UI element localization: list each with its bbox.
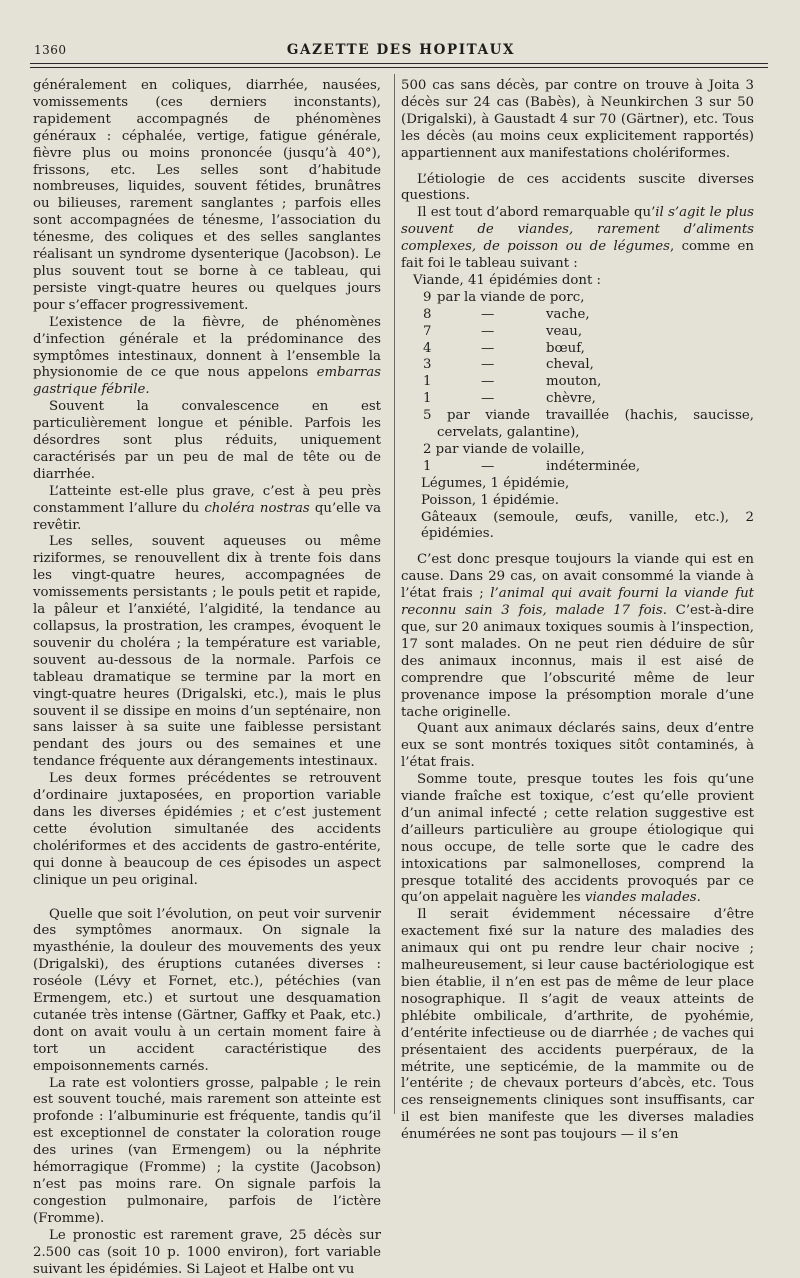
paragraph: Le pronostic est rarement grave, 25 décès sur 2.500 cas (soit 10 p. 1000 environ), fort variable suivant les épidémies. Si Lajeot et Halbe ont vu (33, 1227, 381, 1277)
paragraph: Il est tout d’abord remarquable qu’il s’agit le plus souvent de viandes, rarement d’aliments complexes, de poisson ou de légumes, comme en fait foi le tableau suivant : (401, 205, 754, 272)
paragraph: L’atteinte est-elle plus grave, c’est à peu près constamment l’allure du choléra nostras qu’elle va revêtir. (33, 483, 382, 533)
list-item: Gâteaux (semoule, œufs, vanille, etc.), 2 épidémies. (421, 509, 754, 542)
paragraph: Les deux formes précédentes se retrouvent d’ordinaire juxtaposées, en proportion variable dans les diverses épidémies ; et c’est justement cette évolution simultanée des accidents cholériformes et des accidents de gastro-entérite, qui donne à beaucoup de ces épisodes un aspect clinique un peu original. (33, 771, 381, 888)
running-header (30, 38, 772, 62)
list-item: Légumes, 1 épidémie, (421, 475, 570, 491)
list-item: 3 — cheval, (423, 357, 594, 373)
paragraph: L’existence de la fièvre, de phénomènes d’infection générale et la prédominance des symptômes intestinaux, donnent à l’ensemble la physionomie de ce que nous appelons embarras gastrique fébrile. (33, 314, 381, 398)
table-heading: Viande, 41 épidémies dont : (413, 272, 602, 288)
list-item: 4 — bœuf, (423, 340, 585, 356)
list-item: 8 — vache, (423, 306, 590, 322)
journal-title: GAZETTE DES HOPITAUX (286, 42, 516, 58)
list-item: 1 — chèvre, (423, 391, 596, 407)
paragraph: Souvent la convalescence en est particulièrement longue et pénible. Parfois les désordres sont plus réduits, uniquement caractérisés par un peu de mal de tête ou de diarrhée. (33, 399, 381, 482)
paragraph: L’étiologie de ces accidents suscite diverses questions. (401, 171, 754, 204)
left-column (33, 78, 381, 1278)
paragraph: Les selles, souvent aqueuses ou même riziformes, se renouvellent dix à trente fois dans les vingt-quatre heures, accompagnées de vomissements persistants ; le pouls petit et rapide, la pâleur et l’anxiété, l’algidité, la tendance au collapsus, la prostration, les crampes, évoquent le souvenir du choléra ; la température est variable, souvent au-dessous de la normale. Parfois ce tableau dramatique se termine par la mort en vingt-quatre heures (Drigalski, etc.), mais le plus souvent il se dissipe en moins d’un septénaire, non sans laisser à sa suite une faiblesse persistant pendant des jours ou des semaines et une tendance fréquente aux dérangements intestinaux. (33, 534, 381, 770)
paragraph: Quelle que soit l’évolution, on peut voir survenir des symptômes anormaux. On signale la myasthénie, la douleur des mouvements des yeux (Drigalski), des éruptions cutanées diverses : roséole (Lévy et Fornet, etc.), pétéchies (van Ermengem, etc.) et surtout une desquamation cutanée très intense (Gärtner, Gaffky et Paak, etc.) dont on avait voulu à un certain moment faire à tort un accident caractéristique des empoisonnements carnés. (33, 906, 381, 1074)
header-rule-thick (30, 63, 768, 64)
paragraph: généralement en coliques, diarrhée, nausées, vomissements (ces derniers inconstants), rapidement accompagnés de phénomènes généraux : céphalée, vertige, fatigue générale, fièvre plus ou moins prononcée (jusqu’à 40°), frissons, etc. Les selles sont d’habitude nombreuses, liquides, souvent fétides, brunâtres ou bilieuses, rarement sanglantes ; parfois elles sont accompagnées de ténesme, l’association du ténesme, des coliques et des selles sanglantes réalisant un syndrome dysenterique (Jacobson). Le plus souvent tout se borne à ce tableau, qui persiste vingt-quatre heures ou quelques jours pour s’effacer progressivement. (33, 78, 381, 313)
list-item: 9 par la viande de porc, (423, 289, 585, 305)
meat-list (401, 290, 754, 408)
list-item: Poisson, 1 épidémie. (421, 492, 559, 508)
epidemic-table (401, 273, 754, 543)
page-number: 1360 (34, 43, 67, 57)
list-item: 1 — indéterminée, (423, 458, 641, 474)
right-column (401, 78, 754, 1144)
paragraph-gap (401, 543, 754, 552)
paragraph: Somme toute, presque toutes les fois qu’une viande fraîche est toxique, c’est qu’elle provient d’un animal infecté ; cette relation suggestive est d’ailleurs particulière au groupe étiologique qui nous occupe, de telle sorte que le cadre des intoxications par salmonelloses, comprend la presque totalité des accidents provoqués par ce qu’on appelait naguère les viandes malades. (401, 772, 754, 906)
list-item: 5 par viande travaillée (hachis, saucisse, cervelats, galantine), (423, 408, 754, 441)
list-item: 2 par viande de volaille, (423, 441, 585, 457)
paragraph: Quant aux animaux déclarés sains, deux d’entre eux se sont montrés toxiques sitôt contaminés, à l’état frais. (401, 721, 754, 771)
paragraph: La rate est volontiers grosse, palpable ; le rein est souvent touché, mais rarement son atteinte est profonde : l’albuminurie est fréquente, tandis qu’il est exceptionnel de constater la coloration rouge des urines (van Ermengem) ou la néphrite hémorragique (Fromme) ; la cystite (Jacobson) n’est pas moins rare. On signale parfois la congestion pulmonaire, parfois de l’ictère (Fromme). (33, 1075, 381, 1226)
list-item: 1 — mouton, (423, 374, 602, 390)
paragraph: 500 cas sans décès, par contre on trouve à Joita 3 décès sur 24 cas (Babès), à Neunkirchen 3 sur 50 (Drigalski), à Gaustadt 4 sur 70 (Gärtner), etc. Tous les décès (au moins ceux explicitement rapportés) appartiennent aux manifestations cholériformes. (401, 78, 754, 161)
column-divider (394, 74, 395, 1114)
header-rule-thin (30, 67, 768, 68)
list-item: 7 — veau, (423, 323, 583, 339)
paragraph-gap (401, 163, 754, 172)
paragraph: C’est donc presque toujours la viande qui est en cause. Dans 29 cas, on avait consommé la viande à l’état frais ; l’animal qui avait fourni la viande fut reconnu sain 3 fois, malade 17 fois. C’est-à-dire que, sur 20 animaux toxiques soumis à l’inspection, 17 sont malades. On ne peut rien déduire de sûr des animaux inconnus, mais il est aisé de comprendre que l’obscurité même de leur provenance impose la présomption morale d’une tache originelle. (401, 552, 754, 720)
paragraph: Il serait évidemment nécessaire d’être exactement fixé sur la nature des maladies des animaux qui ont pu rendre leur chair nocive ; malheureusement, si leur cause bactériologique est bien établie, il n’en est pas de même de leur place nosographique. Il s’agit de veaux atteints de phlébite ombilicale, d’arthrite, de pyohémie, d’entérite infectieuse ou de diarrhée ; de vaches qui présentaient des accidents puerpéraux, de la métrite, une septicémie, de la mammite ou de l’entérite ; de chevaux porteurs d’abcès, etc. Tous ces renseignements cliniques sont insuffisants, car il est bien manifeste que les diverses maladies énumérées ne sont pas toujours — il s’en (401, 907, 754, 1143)
paragraph-gap (33, 890, 381, 907)
